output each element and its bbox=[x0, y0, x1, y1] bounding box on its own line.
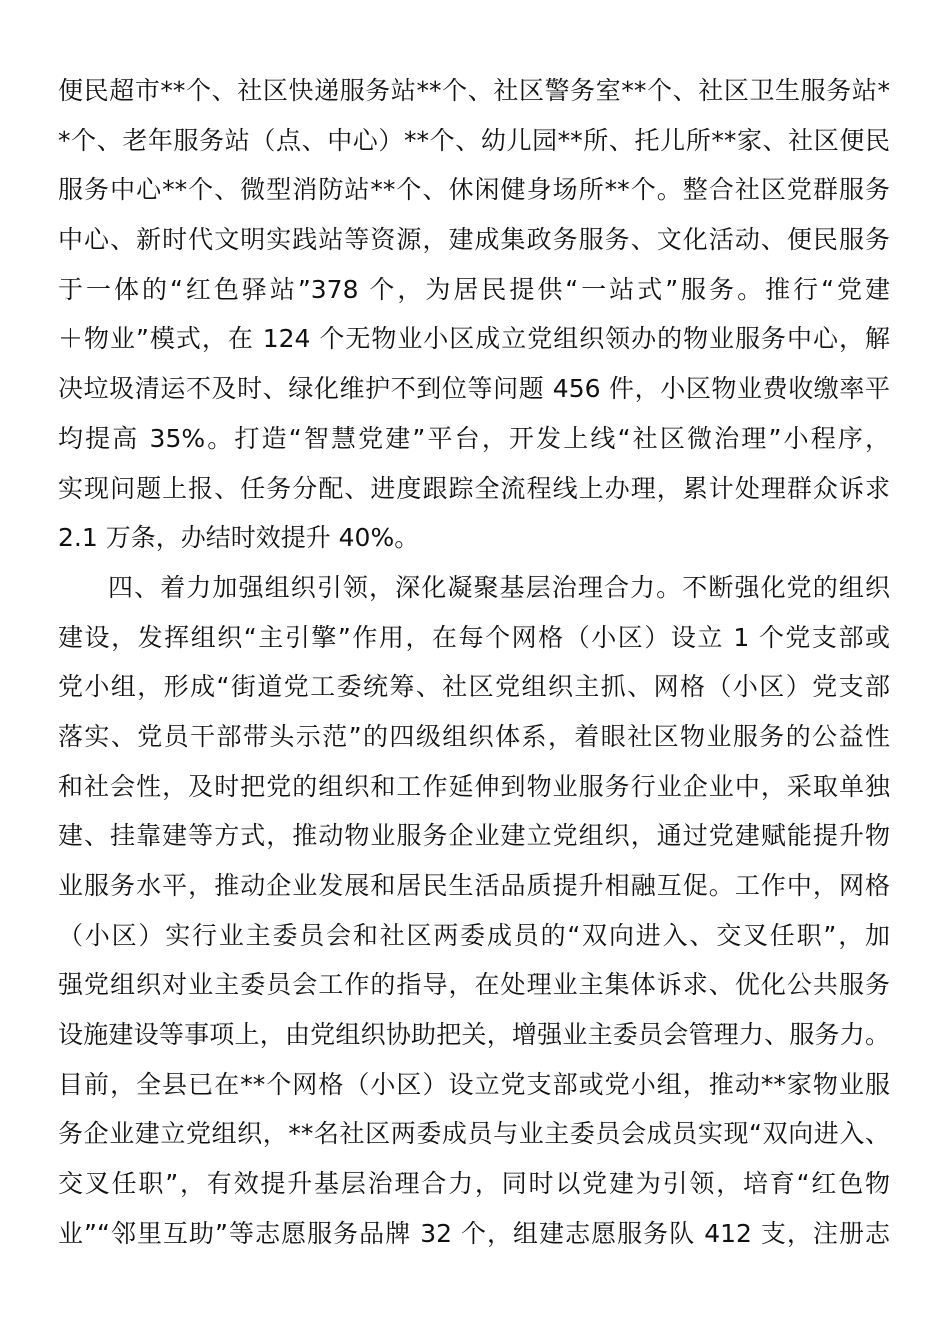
text-line: *个、老年服务站（点、中心）**个、幼儿园**所、托儿所**家、社区便民 bbox=[58, 125, 890, 155]
text-line: 务企业建立党组织，**名社区两委成员与业主委员会成员实现“双向进入、 bbox=[58, 1119, 890, 1149]
text-line: 于一体的“红色驿站”378 个，为居民提供“一站式”服务。推行“党建 bbox=[58, 274, 890, 304]
text-line: ＋物业”模式，在 124 个无物业小区成立党组织领办的物业服务中心，解 bbox=[58, 324, 890, 354]
text-line: 中心、新时代文明实践站等资源，建成集政务服务、文化活动、便民服务 bbox=[58, 225, 890, 255]
text-line: 和社会性，及时把党的组织和工作延伸到物业服务行业企业中，采取单独 bbox=[58, 771, 890, 801]
text-line: 交叉任职”，有效提升基层治理合力，同时以党建为引领，培育“红色物 bbox=[58, 1169, 890, 1199]
text-line: （小区）实行业主委员会和社区两委成员的“双向进入、交叉任职”，加 bbox=[58, 920, 890, 950]
text-line: 2.1 万条，办结时效提升 40%。 bbox=[58, 523, 420, 553]
text-line: 服务中心**个、微型消防站**个、休闲健身场所**个。整合社区党群服务 bbox=[58, 175, 890, 205]
text-line: 便民超市**个、社区快递服务站**个、社区警务室**个、社区卫生服务站* bbox=[58, 76, 890, 105]
text-line: 决垃圾清运不及时、绿化维护不到位等问题 456 件，小区物业费收缴率平 bbox=[58, 374, 890, 404]
section-heading-line: 四、着力加强组织引领，深化凝聚基层治理合力。不断强化党的组织 bbox=[108, 572, 890, 602]
paragraph-community-services bbox=[58, 66, 890, 563]
text-line: 建、挂靠建等方式，推动物业服务企业建立党组织，通过党建赋能提升物 bbox=[58, 821, 890, 851]
paragraph-organization-guidance bbox=[58, 563, 890, 1259]
text-line: 党小组，形成“街道党工委统筹、社区党组织主抓、网格（小区）党支部 bbox=[58, 672, 890, 702]
text-line: 实现问题上报、任务分配、进度跟踪全流程线上办理，累计处理群众诉求 bbox=[58, 473, 890, 503]
text-line: 业”“邻里互助”等志愿服务品牌 32 个，组建志愿服务队 412 支，注册志 bbox=[58, 1218, 890, 1248]
text-line: 目前，全县已在**个网格（小区）设立党支部或党小组，推动**家物业服 bbox=[58, 1069, 890, 1099]
text-line: 建设，发挥组织“主引擎”作用，在每个网格（小区）设立 1 个党支部或 bbox=[58, 622, 890, 652]
text-line: 均提高 35%。打造“智慧党建”平台，开发上线“社区微治理”小程序， bbox=[58, 423, 890, 453]
text-line: 强党组织对业主委员会工作的指导，在处理业主集体诉求、优化公共服务 bbox=[58, 970, 890, 1000]
text-line: 设施建设等事项上，由党组织协助把关，增强业主委员会管理力、服务力。 bbox=[58, 1020, 890, 1050]
text-line: 落实、党员干部带头示范”的四级组织体系，着眼社区物业服务的公益性 bbox=[58, 721, 890, 751]
document-page bbox=[58, 66, 890, 1259]
text-line: 业服务水平，推动企业发展和居民生活品质提升相融互促。工作中，网格 bbox=[58, 871, 890, 900]
